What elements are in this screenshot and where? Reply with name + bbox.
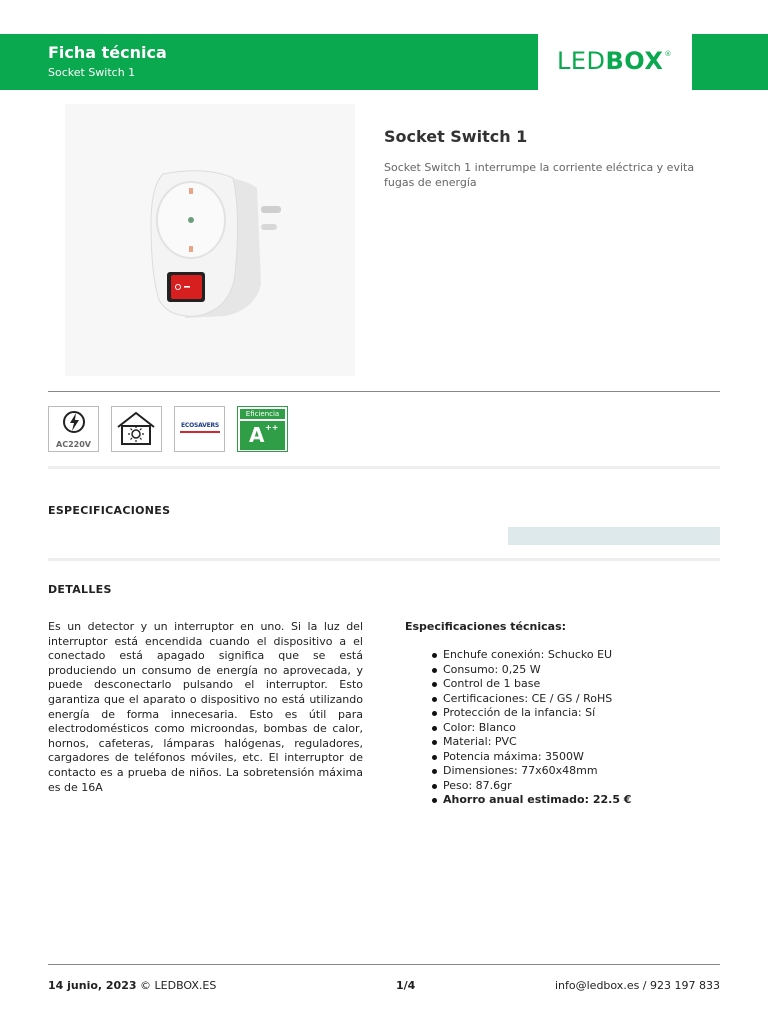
list-item: Protección de la infancia: Sí xyxy=(443,706,631,721)
footer-date: 14 junio, 2023 © LEDBOX.ES xyxy=(48,979,217,992)
ecosavers-logo: ECOSAVERS xyxy=(180,422,220,429)
energy-efficiency-icon: A ++ xyxy=(240,421,285,450)
list-item: Peso: 87.6gr xyxy=(443,779,631,794)
product-title: Socket Switch 1 xyxy=(384,127,528,146)
smart-home-icon xyxy=(112,407,161,451)
efficiency-header: Eficiencia xyxy=(240,409,285,419)
ledbox-logo[interactable]: LEDBOX® xyxy=(557,47,672,75)
divider xyxy=(48,558,720,561)
list-item: Potencia máxima: 3500W xyxy=(443,750,631,765)
header-band xyxy=(0,34,768,90)
list-item: Certificaciones: CE / GS / RoHS xyxy=(443,692,631,707)
badge-ac220v xyxy=(48,406,99,452)
ecosavers-underline xyxy=(180,431,220,433)
list-item: Material: PVC xyxy=(443,735,631,750)
plug-adapter-icon xyxy=(65,104,355,376)
section-heading-details: DETALLES xyxy=(48,583,112,596)
divider xyxy=(48,391,720,392)
logo-container xyxy=(538,34,692,90)
badge-efficiency xyxy=(237,406,288,452)
list-item: Ahorro anual estimado: 22.5 € xyxy=(443,793,632,806)
page-number: 1/4 xyxy=(396,979,416,992)
tech-specs-heading: Especificaciones técnicas: xyxy=(405,620,567,633)
footer-contact[interactable]: info@ledbox.es / 923 197 833 xyxy=(555,979,720,992)
lightning-icon xyxy=(49,407,100,439)
spec-bar xyxy=(508,527,720,545)
section-heading-specs: ESPECIFICACIONES xyxy=(48,504,171,517)
list-item: Dimensiones: 77x60x48mm xyxy=(443,764,631,779)
badge-label: AC220V xyxy=(56,440,91,449)
header-title: Ficha técnica xyxy=(48,43,167,62)
list-item: Consumo: 0,25 W xyxy=(443,663,631,678)
divider xyxy=(48,466,720,469)
product-image xyxy=(65,104,355,376)
details-paragraph: Es un detector y un interruptor en uno. Si la luz del interruptor está encendida cuando el dispositivo a el conectado está apagado significa que se está produciendo un consumo de energía no aprovecada, y puede desconectarlo pulsando el interruptor. Esto garantiza que el aparato o dispositivo no está utilizando energía de forma innecesaria. Esto es útil para electrodomésticos como microondas, bombas de calor, hornos, cafeteras, lámparas halógenas, reguladores, cargadores de teléfonos móviles, etc. El interruptor de contacto es a prueba de niños. La sobretensión máxima es de 16A xyxy=(48,620,363,794)
product-description: Socket Switch 1 interrumpe la corriente eléctrica y evita fugas de energía xyxy=(384,161,695,189)
footer-divider xyxy=(48,964,720,965)
tech-specs-list xyxy=(443,648,631,808)
header-subtitle: Socket Switch 1 xyxy=(48,66,136,79)
badge-smart-home xyxy=(111,406,162,452)
list-item: Control de 1 base xyxy=(443,677,631,692)
badge-ecosavers xyxy=(174,406,225,452)
list-item: Enchufe conexión: Schucko EU xyxy=(443,648,631,663)
list-item: Color: Blanco xyxy=(443,721,631,736)
